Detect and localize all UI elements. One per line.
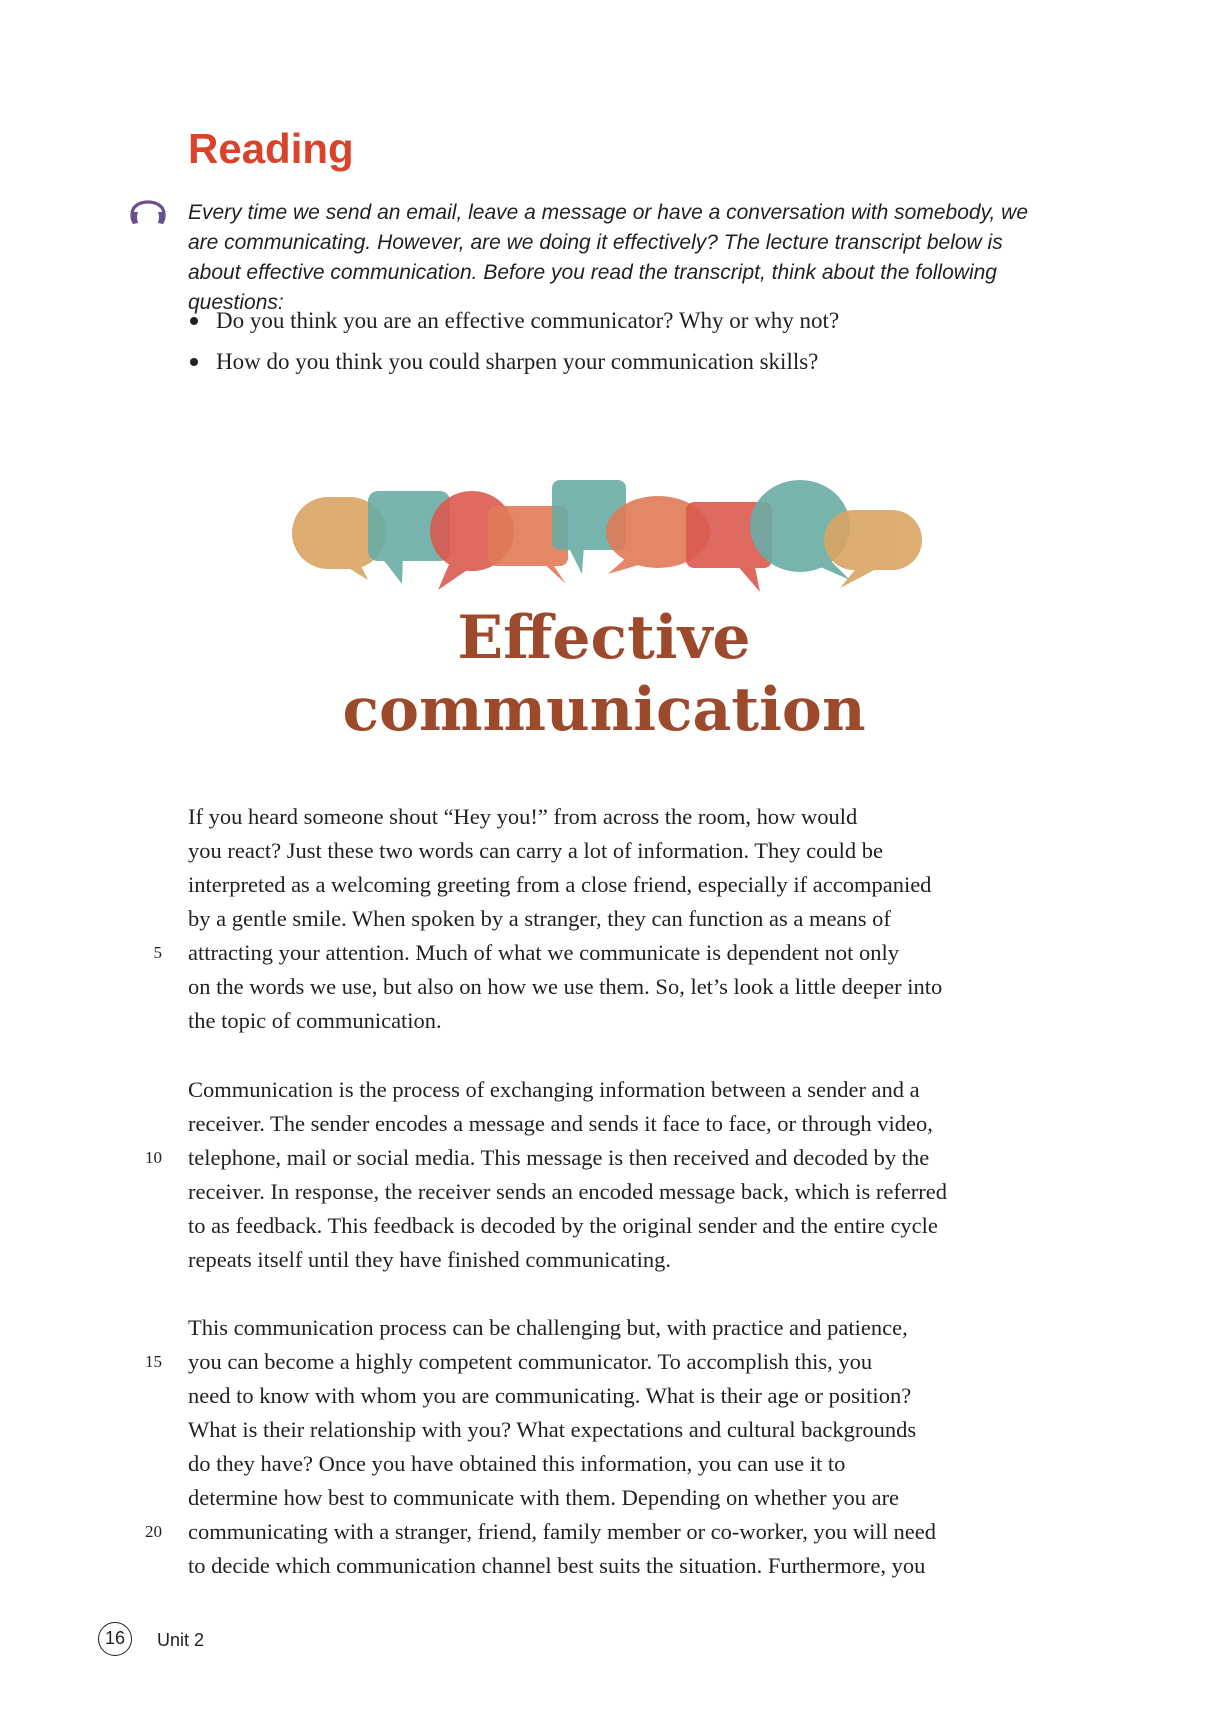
paragraph: If you heard someone shout “Hey you!” from across the room, how would you react? Just these two words can carry a lot of information. They could be interpreted as a welcoming greeting from a close friend, especially if accompanied by a gentle smile. When spoken by a stranger, they can function as a means of attracting your attention. Much of what we communicate is dependent not only on the words we use, but also on how we use them. So, let’s look a little deeper into the topic of communication. xyxy=(188,804,943,1033)
page-number: 16 xyxy=(98,1622,132,1656)
intro-text: Every time we send an email, leave a message or have a conversation with somebody, we are communicating. However, are we doing it effectively? The lecture transcript below is about effective communication. Before you read the transcript, think about the following questions: xyxy=(188,201,1029,314)
speech-bubbles-illustration xyxy=(290,476,930,598)
line-number: 20 xyxy=(145,1522,162,1541)
paragraph: Communication is the process of exchanging information between a sender and a receiver. The sender encodes a message and sends it face to face, or through video, telephone, mail or social media. This message is then received and decoded by the receiver. In response, the receiver sends an encoded message back, which is referred to as feedback. This feedback is decoded by the original sender and the entire cycle repeats itself until they have finished communicating. xyxy=(188,1077,948,1272)
section-heading: Reading xyxy=(188,125,354,172)
line-number: 5 xyxy=(153,943,162,962)
list-item: Do you think you are an effective communicator? Why or why not? xyxy=(188,300,1048,341)
article-title-line-2: communication xyxy=(342,675,866,745)
line-number: 10 xyxy=(145,1148,162,1167)
unit-label: Unit 2 xyxy=(157,1630,205,1650)
line-number: 15 xyxy=(145,1352,162,1371)
article-title-line-1: Effective xyxy=(457,603,751,673)
paragraph: This communication process can be challenging but, with practice and patience, you can become a highly competent communicator. To accomplish this, you need to know with whom you are communicating. What is their age or position? What is their relationship with you? What expectations and cultural backgrounds do they have? Once you have obtained this information, you can use it to determine how best to communicate with them. Depending on whether you are communicating with a stranger, friend, family member or co-worker, you will need to decide which communication channel best suits the situation. Furthermore, you xyxy=(188,1315,936,1578)
question-list xyxy=(188,300,1048,382)
list-item: How do you think you could sharpen your communication skills? xyxy=(188,341,1048,382)
